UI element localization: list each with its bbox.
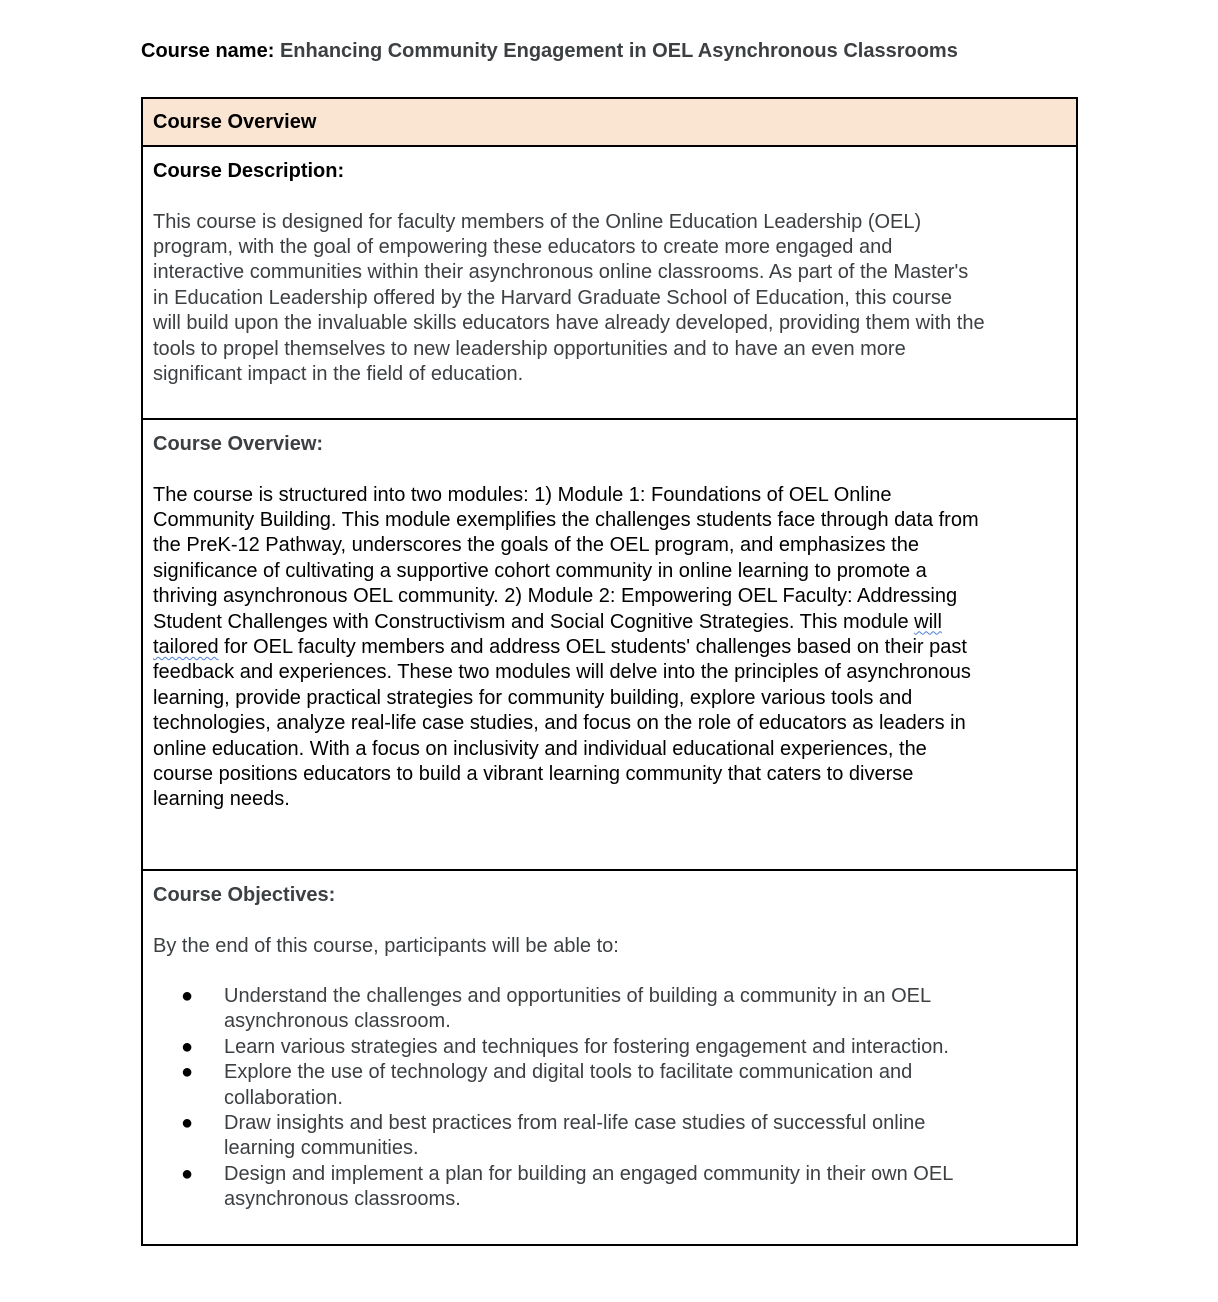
text-line: course positions educators to build a vibrant learning community that caters to diverse (153, 762, 914, 785)
objectives-intro: By the end of this course, participants will be able to: (153, 934, 619, 957)
description-heading: Course Description: (153, 160, 345, 182)
text-line: asynchronous classroom. (224, 1010, 451, 1033)
text-line: tools to propel themselves to new leadership opportunities and to have an even more (153, 337, 906, 360)
objectives-cell (142, 870, 1077, 1245)
bullet-icon: ● (181, 1162, 194, 1185)
text-line: program, with the goal of empowering these educators to create more engaged and (153, 235, 893, 258)
list-item (181, 1035, 1066, 1060)
text-line: Community Building. This module exemplifies the challenges students face through data from (153, 508, 979, 531)
text-line: significance of cultivating a supportive cohort community in online learning to promote a (153, 559, 927, 582)
description-cell (142, 146, 1077, 419)
text-line: in Education Leadership offered by the Harvard Graduate School of Education, this course (153, 286, 953, 309)
text-line: learning, provide practical strategies for community building, explore various tools and (153, 686, 913, 709)
course-name-line (141, 40, 958, 63)
course-overview-table (141, 97, 1078, 1246)
text-line: online education. With a focus on inclusivity and individual educational experiences, the (153, 737, 927, 760)
list-item (181, 1111, 1066, 1162)
text-line: significant impact in the field of education. (153, 362, 524, 385)
overview-cell (142, 419, 1077, 870)
text-line (153, 610, 1066, 635)
list-item (181, 1060, 1066, 1111)
text-line: will build upon the invaluable skills educators have already developed, providing them with the (153, 312, 985, 335)
text-line: technologies, analyze real-life case studies, and focus on the role of educators as leaders in (153, 712, 966, 735)
text-line: Draw insights and best practices from real-life case studies of successful online (224, 1111, 926, 1134)
text-line: learning needs. (153, 788, 290, 811)
table-header: Course Overview (142, 98, 1077, 146)
objectives-heading: Course Objectives: (153, 884, 336, 906)
text-line: asynchronous classrooms. (224, 1188, 461, 1211)
overview-heading: Course Overview: (153, 433, 324, 455)
bullet-icon: ● (181, 1111, 194, 1134)
text-line: Learn various strategies and techniques for fostering engagement and interaction. (224, 1035, 949, 1058)
bullet-icon: ● (181, 1061, 194, 1084)
bullet-icon: ● (181, 984, 194, 1007)
text-line: Design and implement a plan for building an engaged community in their own OEL (224, 1162, 954, 1185)
text-line: Explore the use of technology and digital tools to facilitate communication and (224, 1061, 913, 1084)
text-line: The course is structured into two modules: 1) Module 1: Foundations of OEL Online (153, 483, 892, 506)
list-item (181, 984, 1066, 1035)
text-line: learning communities. (224, 1137, 419, 1160)
spellcheck-word[interactable]: tailored (153, 635, 219, 658)
text-line: This course is designed for faculty members of the Online Education Leadership (OEL) (153, 210, 922, 233)
text-line: feedback and experiences. These two modules will delve into the principles of asynchronous (153, 661, 971, 684)
description-text (153, 210, 1066, 388)
overview-text (153, 483, 1066, 813)
list-item (181, 1162, 1066, 1213)
text-line: the PreK-12 Pathway, underscores the goals of the OEL program, and emphasizes the (153, 534, 919, 557)
text-line: thriving asynchronous OEL community. 2) Module 2: Empowering OEL Faculty: Addressing (153, 585, 958, 608)
text-line: collaboration. (224, 1086, 343, 1109)
objectives-list (153, 984, 1066, 1213)
text-segment: for OEL faculty members and address OEL students' challenges based on their past (218, 635, 967, 658)
text-line: Understand the challenges and opportunities of building a community in an OEL (224, 984, 932, 1007)
course-name: Enhancing Community Engagement in OEL Asynchronous Classrooms (279, 40, 958, 62)
spellcheck-word[interactable]: will (914, 610, 942, 633)
text-segment: Student Challenges with Constructivism and Social Cognitive Strategies. This module (153, 610, 915, 633)
course-name-label: Course name: (141, 40, 275, 62)
text-line: interactive communities within their asynchronous online classrooms. As part of the Master's (153, 261, 969, 284)
text-line (153, 635, 1066, 660)
bullet-icon: ● (181, 1035, 194, 1058)
